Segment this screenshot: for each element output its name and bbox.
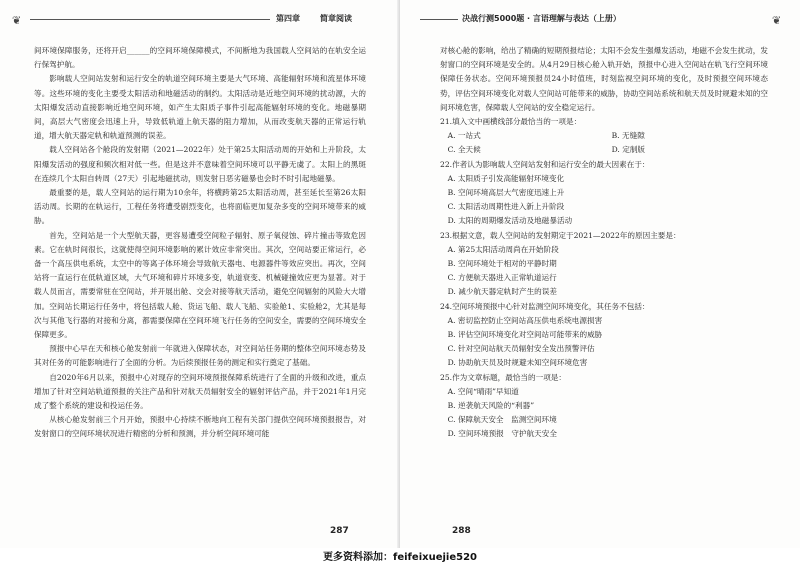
answer-option: A. 第25太阳活动周尚在开始阶段 (447, 244, 559, 254)
answer-option: A. 空间“晴雨”早知道 (447, 386, 519, 396)
answer-option: B. 空间环境高层大气密度迅速上升 (447, 188, 565, 198)
question-23 (440, 229, 768, 300)
leaf-ornament-icon: ❦ (772, 14, 782, 27)
answer-option: B. 评估空间环境变化对空间站可能带来的威胁 (447, 330, 603, 340)
question-number: 24. (440, 301, 453, 311)
answer-option: A. 密切监控防止空间站高压供电系统电源损害 (447, 315, 603, 325)
paragraph: 对核心舱的影响，给出了精确的短期预报结论；太阳不会发生强爆发活动，地磁不会发生扰动，发射窗口的空间环境是安全的。从4月29日核心舱入轨开始，预报中心进入空间站在轨飞行空间环境保障任务状态。空间环境预报员24小时值班，时刻监视空间环境的变化，及时预报空间环境态势，评估空间环境变化对载人空间站可能带来的威胁，协助空间站系统和航天员及时规避未知的空间环境危害，保障载人空间站的安全稳定运行。 (440, 46, 768, 112)
paragraph: 最重要的是，载人空间站的运行期为10余年，将横跨第25太阳活动周，甚至延长至第26太阳活动周。长期的在轨运行，工程任务将遭受剧烈变化，也将面临更加复杂多变的空间环境带来的威胁。 (34, 188, 366, 226)
book-series-title: 决战行测5000题 · 言语理解与表达（上册） (462, 14, 621, 23)
question-text: 空间环境预报中心针对监测空间环境变化，其任务不包括： (452, 301, 650, 311)
header-rule (30, 19, 270, 20)
paragraph: 预报中心早在天和核心舱发射前一年就进入保障状态，对空间站任务期的整体空间环境态势及其对任务的可能影响进行了全面的分析。为后续预报任务的测定和实行奠定了基础。 (34, 344, 366, 368)
question-text: 填入文中画横线部分最恰当的一项是： (452, 117, 582, 127)
left-body-text (34, 44, 366, 442)
chapter-label: 第四章 (276, 14, 300, 23)
answer-option: C. 保障航天安全 监测空间环境 (447, 415, 557, 425)
answer-option: C. 针对空间站航天员辐射安全发出预警评估 (447, 344, 595, 354)
paragraph: 间环境保障服务，还将开启______的空间环境保障模式，不间断地为我国载人空间站的在轨安全运行保驾护航。 (34, 46, 366, 70)
answer-option: A. 一站式 (447, 131, 481, 141)
answer-option: B. 空间环境处于相对的平静时期 (447, 259, 557, 269)
answer-option: D. 减少航天器定轨时产生的误差 (447, 287, 557, 297)
question-22 (440, 158, 768, 229)
question-25 (440, 371, 768, 442)
answer-option: C. 方便航天器进入正常轨道运行 (447, 273, 557, 283)
question-text: 根据文意，载人空间站的发射期定于2021—2022年的原因主要是： (452, 230, 681, 240)
answer-option: C. 全天候 (447, 145, 481, 155)
question-number: 25. (440, 372, 453, 382)
paragraph: 影响载人空间站发射和运行安全的轨道空间环境主要是大气环境、高能辐射环境和流星体环境等。这些环境的变化主要受太阳活动和地磁活动的制约。太阳活动是近地空间环境的扰动源，大的太阳爆发活动直接影响近地空间环境，如产生太阳质子事件引起高能辐射环境的变化。地磁暴期间，高层大气密度会迅速上升，导致低轨道上航天器的阻力增加，从而改变航天器的正常运行轨道，增大航天器定轨和轨道预测的误差。 (34, 74, 366, 141)
question-text: 作为文章标题，最恰当的一项是： (452, 372, 566, 382)
answer-option: D. 定制版 (611, 145, 646, 155)
left-page-header (0, 13, 400, 27)
leaf-ornament-icon: ❦ (12, 14, 22, 27)
question-text: 作者认为影响载人空间站发射和运行安全的最大因素在于： (452, 159, 650, 169)
question-number: 23. (440, 230, 453, 240)
answer-option: D. 太阳的周期爆发活动及地磁暴活动 (447, 216, 573, 226)
right-page (400, 0, 800, 548)
answer-option: C. 太阳活动周期性进入新上升阶段 (447, 202, 565, 212)
question-number: 22. (440, 159, 453, 169)
answer-option: B. 无缝隙 (611, 131, 645, 141)
right-body-text (440, 44, 768, 442)
footer-watermark-text: 更多资料添加：feifeixuejie520 (323, 552, 477, 563)
page-number: 287 (330, 526, 349, 536)
paragraph: 从核心舱发射前三个月开始，预报中心持续不断地向工程有关部门提供空间环境预报报告，对发射窗口的空间环境状况进行精密的分析和预测，并分析空间环境可能 (34, 415, 366, 439)
paragraph: 自2020年6月以来，预报中心对现存的空间环境预报保障系统进行了全面的升级和改进，重点增加了针对空间站轨道预报的关注产品和针对航天员辐射安全的辐射评估产品，并于2021年1月完成了整个系统的建设和投运任务。 (34, 372, 366, 411)
question-21 (440, 115, 768, 158)
paragraph: 首先，空间站是一个大型航天器，更容易遭受空间粒子辐射、原子氧侵蚀、碎片撞击等致危因素。它在轨时间很长，这就使得空间环境影响的累计效应非常突出。其次，空间站要正常运行，必备一个高压供电系统，太空中的等离子体环境会导致航天器电、电源器件等效应突出。再次，空间站将一直运行在低轨道区域，大气环境和碎片环境多变，轨道衰变、机械碰撞效应更为显著。对于载人员而言，需要常驻在空间站，并开展出舱、交会对接等航天活动，避免空间辐射的风险大大增加。空间站长期运行任务中，将包括载人舱、货运飞船、载人飞船、实验舱1、实验舱2，尤其是每次与其他飞行器的对接和分离，都需要保障在空间环境飞行任务的空间安全，需要的空间环境安全保障更多。 (34, 230, 366, 340)
answer-option: A. 太阳质子引发高能辐射环境变化 (447, 173, 565, 183)
section-label: 简章阅读 (320, 14, 352, 23)
right-page-header (400, 13, 800, 27)
answer-option: D. 空间环境预报 守护航天安全 (447, 429, 557, 439)
answer-option: B. 逆袭航天风险的“利器” (447, 401, 535, 411)
left-page (0, 0, 400, 548)
paragraph: 载人空间站各个舱段的发射期（2021—2022年）处于第25太阳活动周的开始和上升阶段，太阳爆发活动的强度和频次相对低一些。但是这并不意味着空间环境可以平静无虞了。太阳上的黑斑在连续几个太阳自转周（27天）引起地磁扰动，则发射日恶劣磁暴也会时不时引起地磁暴。 (34, 145, 366, 183)
header-rule (420, 19, 458, 20)
question-24 (440, 300, 768, 371)
page-number: 288 (452, 526, 471, 536)
question-number: 21. (440, 117, 453, 127)
answer-option: D. 协助航天员及时规避未知空间环境危害 (447, 358, 588, 368)
